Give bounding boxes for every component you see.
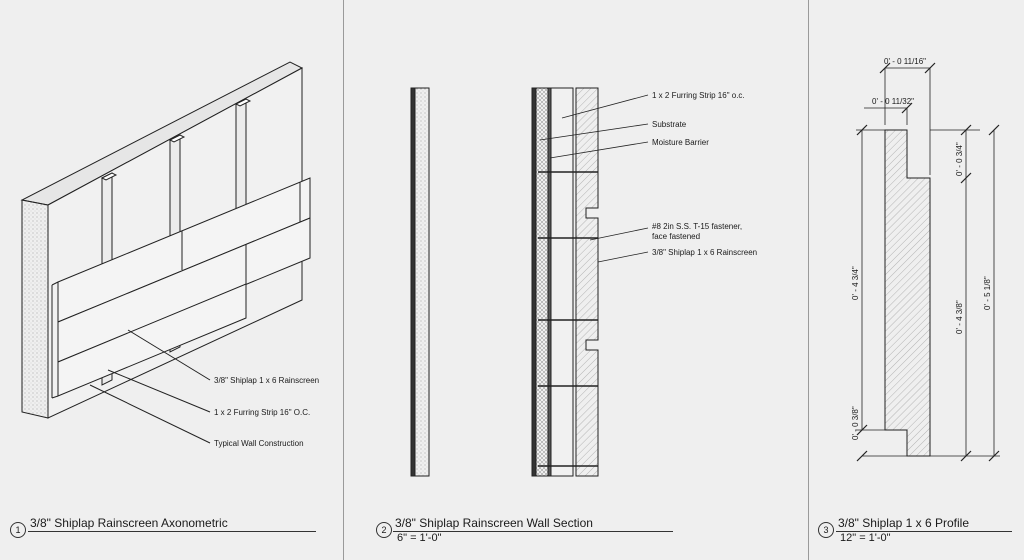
- section-drawing: [411, 88, 648, 476]
- section-note-siding: 3/8" Shiplap 1 x 6 Rainscreen: [652, 248, 758, 257]
- section-leader-siding: [598, 252, 648, 262]
- dim-top-lap: 0' - 0 3/4": [955, 142, 964, 176]
- section-substrate-left: [415, 88, 429, 476]
- axon-note-siding: 3/8" Shiplap 1 x 6 Rainscreen: [214, 376, 320, 385]
- section-shiplap-boards: [576, 88, 598, 476]
- dim-top-width: 0' - 0 11/16": [884, 57, 927, 66]
- view-3-number: 3: [818, 522, 834, 538]
- view-2-number: 2: [376, 522, 392, 538]
- view-3-scale: 12" = 1'-0": [840, 532, 891, 544]
- view-1-rule: [28, 531, 316, 532]
- dim-bottom-lap: 0' - 0 3/8": [851, 406, 860, 440]
- section-note-furring: 1 x 2 Furring Strip 16" o.c.: [652, 91, 745, 100]
- section-note-substrate: Substrate: [652, 120, 687, 129]
- axon-leader-wall: [90, 385, 210, 443]
- section-note-moisture: Moisture Barrier: [652, 138, 709, 147]
- section-substrate-right: [536, 88, 548, 476]
- view-3-title: 3/8" Shiplap 1 x 6 Profile: [838, 516, 970, 530]
- dim-inner-height: 0' - 4 3/8": [955, 300, 964, 334]
- axonometric-drawing: [22, 62, 310, 443]
- profile-board: [885, 130, 930, 456]
- axon-leader-furring: [108, 370, 210, 412]
- dim-total-height: 0' - 5 1/8": [983, 276, 992, 310]
- section-wall-left: [411, 88, 415, 476]
- view-2-scale: 6" = 1'-0": [397, 532, 442, 544]
- section-leader-fastener: [590, 228, 648, 240]
- section-furring: [551, 88, 573, 476]
- view-1-number: 1: [10, 522, 26, 538]
- profile-drawing: [856, 63, 1000, 461]
- section-note-fastener-1: #8 2in S.S. T-15 fastener,: [652, 222, 743, 231]
- section-wall-right: [532, 88, 536, 476]
- dim-lap-width: 0' - 0 11/32": [872, 97, 915, 106]
- section-leader-furring: [562, 95, 648, 118]
- axon-note-wall: Typical Wall Construction: [214, 439, 304, 448]
- view-1-title: 3/8" Shiplap Rainscreen Axonometric: [30, 516, 228, 530]
- dim-face-height: 0' - 4 3/4": [851, 266, 860, 300]
- wall-edge-face: [22, 200, 48, 418]
- view-2-title: 3/8" Shiplap Rainscreen Wall Section: [395, 516, 593, 530]
- axon-note-furring: 1 x 2 Furring Strip 16" O.C.: [214, 408, 311, 417]
- section-note-fastener-2: face fastened: [652, 232, 701, 241]
